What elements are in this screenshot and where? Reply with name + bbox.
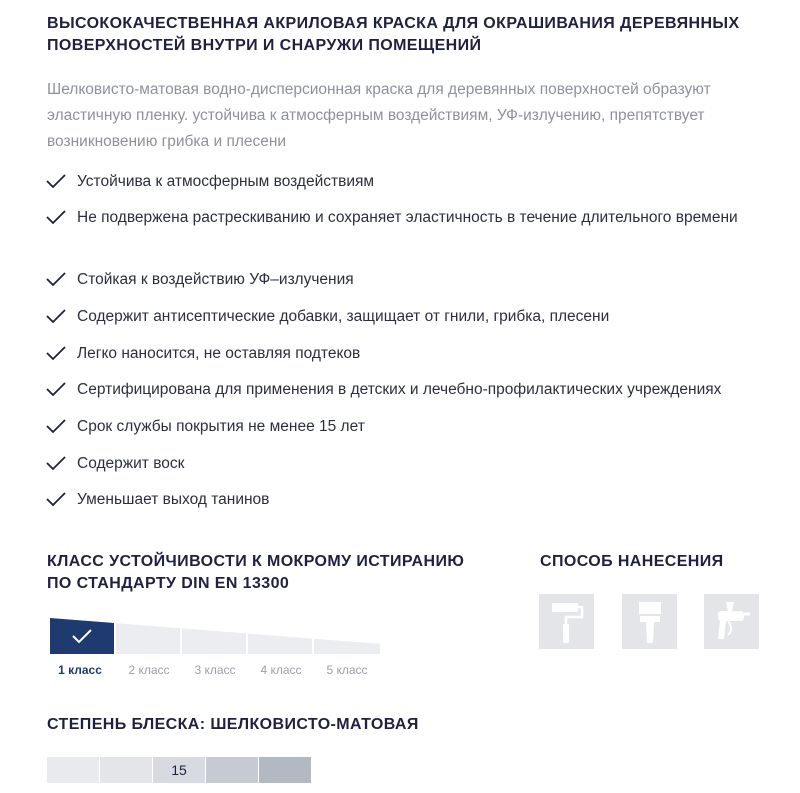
- checkmark-icon: [45, 308, 67, 325]
- feature-label: Срок службы покрытия не менее 15 лет: [77, 418, 365, 435]
- class-label: 4 класс: [260, 663, 302, 677]
- features-list: [45, 169, 765, 523]
- checkmark-icon: [45, 271, 67, 288]
- abrasion-class-scale: [50, 618, 380, 654]
- class-scale-divider: [114, 618, 116, 654]
- product-title: ВЫСОКОКАЧЕСТВЕННАЯ АКРИЛОВАЯ КРАСКА ДЛЯ ОКРАШИВАНИЯ ДЕРЕВЯННЫХ ПОВЕРХНОСТЕЙ ВНУТРИ И СНАРУЖИ ПОМЕЩЕНИЙ: [47, 15, 740, 54]
- class-label: 2 класс: [128, 663, 170, 677]
- gloss-segment: [206, 757, 258, 783]
- class-label: 5 класс: [326, 663, 368, 677]
- checkmark-icon: [45, 345, 67, 362]
- feature-item: [45, 169, 765, 205]
- feature-label: Легко наносится, не оставляя подтеков: [77, 345, 361, 362]
- class-scale-active-segment: [50, 618, 114, 654]
- feature-label: Содержит воск: [77, 455, 185, 472]
- checkmark-icon: [45, 173, 67, 190]
- checkmark-icon: [70, 626, 94, 646]
- checkmark-icon: [45, 209, 67, 226]
- checkmark-icon: [45, 491, 67, 508]
- class-scale-divider: [180, 618, 182, 654]
- method-spray: [704, 594, 759, 649]
- class-label: 1 класс: [58, 663, 102, 677]
- method-roller: [539, 594, 594, 649]
- gloss-level-title: СТЕПЕНЬ БЛЕСКА: ШЕЛКОВИСТО-МАТОВАЯ: [47, 716, 419, 733]
- gloss-segment: [259, 757, 311, 783]
- class-scale-divider: [312, 618, 314, 654]
- feature-item: [45, 487, 765, 523]
- class-label: 3 класс: [194, 663, 236, 677]
- abrasion-class-title: [47, 551, 507, 595]
- feature-item: [45, 451, 765, 487]
- feature-item: [45, 377, 765, 414]
- feature-item: [45, 414, 765, 451]
- feature-label: Содержит антисептические добавки, защищает от гнили, грибка, плесени: [77, 308, 610, 325]
- feature-label: Уменьшает выход танинов: [77, 491, 270, 508]
- feature-label: Устойчива к атмосферным воздействиям: [77, 173, 375, 190]
- gloss-segment: [100, 757, 152, 783]
- checkmark-icon: [45, 455, 67, 472]
- feature-item: [45, 205, 765, 267]
- feature-item: [45, 341, 765, 377]
- abrasion-title-line: ПО СТАНДАРТУ DIN EN 13300: [47, 575, 290, 592]
- gloss-segment: [47, 757, 99, 783]
- paint-roller-icon: [547, 599, 587, 645]
- feature-item: [45, 304, 765, 341]
- paint-brush-icon: [630, 599, 670, 645]
- checkmark-icon: [45, 381, 67, 398]
- product-description: Шелковисто-матовая водно-дисперсионная краска для деревянных поверхностей образуют эластичную пленку. устойчива к атмосферным воздействиям, УФ-излучению, препятствует возникновению грибка и плесени: [47, 81, 711, 150]
- spray-gun-icon: [712, 599, 752, 645]
- feature-label: Сертифицирована для применения в детских и лечебно-профилактических учреждениях: [77, 381, 722, 398]
- class-scale-divider: [246, 618, 248, 654]
- checkmark-icon: [45, 418, 67, 435]
- feature-label: Стойкая к воздействию УФ–излучения: [77, 271, 354, 288]
- abrasion-class-labels: [50, 663, 380, 679]
- application-method-title: СПОСОБ НАНЕСЕНИЯ: [540, 553, 724, 570]
- abrasion-title-line: КЛАСС УСТОЙЧИВОСТИ К МОКРОМУ ИСТИРАНИЮ: [47, 553, 465, 570]
- feature-label: Не подвержена растрескиванию и сохраняет эластичность в течение длительного времени: [77, 209, 738, 226]
- gloss-segment-selected: 15: [153, 757, 205, 783]
- feature-item: [45, 267, 765, 304]
- method-brush: [622, 594, 677, 649]
